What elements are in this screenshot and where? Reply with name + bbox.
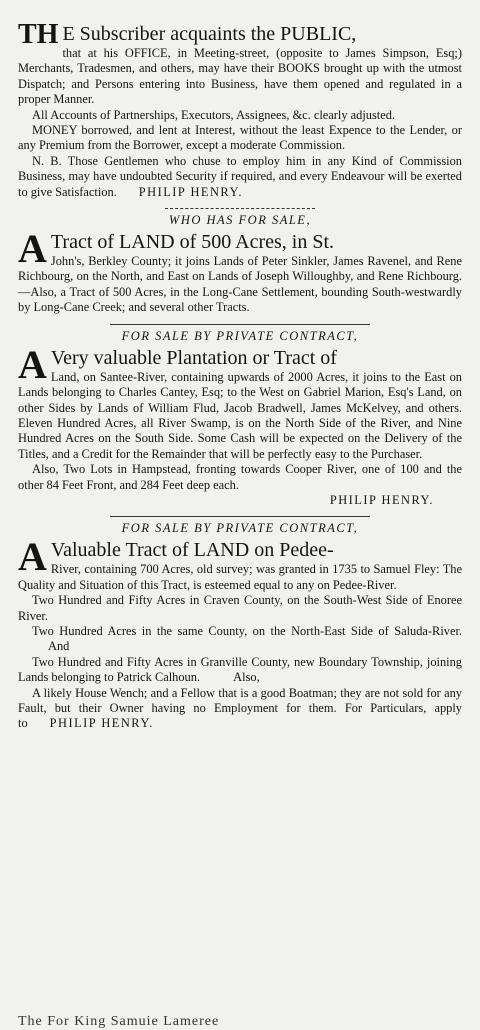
ad-pedee-granville-text: Two Hundred and Fifty Acres in Granville County, new Boundary Township, joining Lands belonging to Patrick Calhoun. (18, 654, 462, 685)
drop-cap: A (18, 341, 47, 387)
ad-pedee-wench (18, 686, 462, 732)
ad-pedee-saluda-text: Two Hundred Acres in the same County, on the North-East Side of Saluda-River. (32, 623, 462, 638)
ad-bookkeeping-nb-text: N. B. Those Gentlemen who chuse to employ him in any Kind of Commission Business, may have undoubted Security if required, and every Endeavour will be exerted to give Satisfaction. (18, 153, 462, 199)
ad-pedee-granville (18, 655, 462, 686)
signature: PHILIP HENRY. (49, 716, 154, 731)
drop-cap: A (18, 226, 47, 272)
divider (165, 208, 315, 209)
divider (110, 516, 370, 517)
ad-pedee-heading: FOR SALE BY PRIVATE CONTRACT, (121, 521, 359, 536)
ad-bookkeeping-money: MONEY borrowed, and lent at Interest, without the least Expence to the Lender, or any Premium from the Borrower, except a moderate Commission. (18, 123, 462, 153)
ad-pedee-body: River, containing 700 Acres, old survey; was granted in 1735 to Samuel Fley: The Quality and Situation of this Tract, is esteemed equal to any on Pedee-River. (18, 562, 462, 592)
ad-bookkeeping-body: that at his OFFICE, in Meeting-street, (opposite to James Simpson, Esq;) Merchants, Tradesmen, and others, may have their BOOKS brought up with the utmost Dispatch; and Persons entering into Business, have them opened and regulated in a proper Manner. (18, 46, 462, 107)
ad-land-500-title: Tract of LAND of 500 Acres, in St. (50, 231, 335, 254)
ad-pedee-wench-text: A likely House Wench; and a Fellow that is a good Boatman; they are not sold for any Fault, but their Owner having no Employment for them. For Particulars, apply to (18, 685, 462, 731)
ad-bookkeeping (18, 19, 462, 200)
ad-bookkeeping-title: E Subscriber acquaints the PUBLIC, (62, 23, 357, 45)
ad-plantation-heading: FOR SALE BY PRIVATE CONTRACT, (121, 328, 359, 343)
next-ad-cutoff: The For King Samuie Lameree (18, 1014, 220, 1029)
ad-plantation-title: Very valuable Plantation or Tract of (50, 346, 337, 369)
ad-land-500-body: John's, Berkley County; it joins Lands of Peter Sinkler, James Ravenel, and Rene Richbourg, on the North, and East on Lands of Joseph Willoughby, and Rene Richbourg.—Also, a Tract of 500 Acres, in the Long-Cane Settlement, bounding South-westwardly by Long-Cane Creek; and several other Tracts. (18, 254, 462, 315)
ad-pedee-title: Valuable Tract of LAND on Pedee- (50, 539, 334, 562)
ad-plantation-body: Land, on Santee-River, containing upwards of 2000 Acres, it joins to the East on Lands belonging to Charles Cantey, Esq; to the West on Gabriel Marion, Esq's Land, on other Sides by Lands of William Flud, Jacob Bradwell, James McKelvey, and others. Eleven Hundred Acres, all River Swamp, is on the North Side of the River, and Nine Hundred Acres on the South Side. Some Cash will be expected on the Delivery of the Titles, and a Credit for the Remainder that will be perfectly easy to the Purchaser. (18, 369, 462, 461)
ad-bookkeeping-lead (18, 19, 462, 50)
ad-plantation (18, 329, 462, 509)
ad-pedee-and: And (48, 639, 70, 654)
ad-bookkeeping-accounts: All Accounts of Partnerships, Executors, Assignees, &c. clearly adjusted. (32, 107, 396, 122)
ad-bookkeeping-nb (18, 154, 462, 200)
ad-plantation-lots: Also, Two Lots in Hampstead, fronting towards Cooper River, one of 100 and the other 84 Feet Front, and 284 Feet deep each. (18, 462, 462, 492)
signature: PHILIP HENRY. (329, 492, 434, 507)
divider (110, 324, 370, 325)
ad-land-500-heading: WHO HAS FOR SALE, (168, 213, 312, 228)
ad-pedee-also: Also, (233, 670, 260, 685)
drop-cap: TH (18, 19, 59, 50)
ad-pedee (18, 521, 462, 731)
drop-cap: A (18, 534, 47, 580)
signature: PHILIP HENRY. (138, 184, 243, 199)
ad-land-500 (18, 213, 462, 316)
ad-pedee-craven: Two Hundred and Fifty Acres in Craven County, on the South-West Side of Enoree River. (18, 593, 462, 623)
ad-land-500-lead (18, 226, 462, 272)
ad-plantation-lead (18, 341, 462, 387)
ad-pedee-saluda (18, 624, 462, 655)
